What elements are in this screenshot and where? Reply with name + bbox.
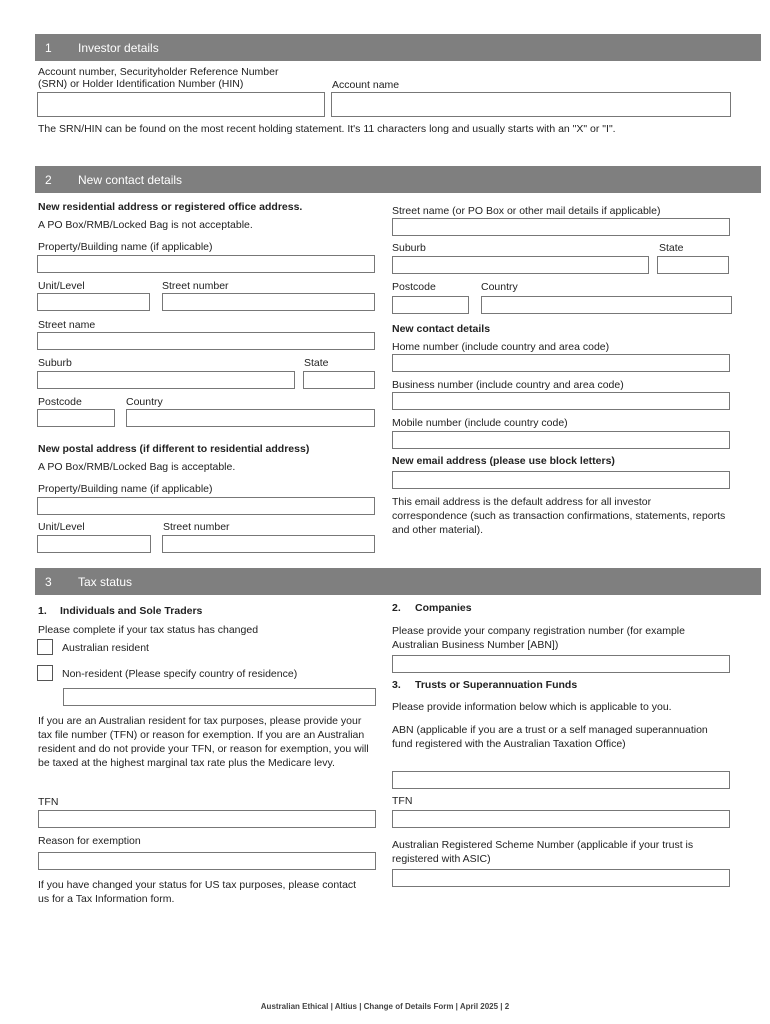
section-3-header bbox=[35, 568, 761, 595]
tfn-paragraph: If you are an Australian resident for tax purposes, please provide your tax file number (TFN) or reason for exemption. If you are an Australian resident and do not provide your TFN, or reason for exemption, you will be taxed at the highest marginal tax rate plus the Medicare levy. bbox=[38, 715, 369, 769]
reason-label: Reason for exemption bbox=[38, 835, 141, 847]
postal-state-label: State bbox=[659, 242, 684, 254]
postal-country-label: Country bbox=[481, 281, 518, 293]
nonresident-label: Non-resident (Please specify country of residence) bbox=[62, 668, 298, 680]
postcode-label: Postcode bbox=[38, 396, 82, 408]
individuals-title: Individuals and Sole Traders bbox=[60, 605, 203, 617]
postal-country-input[interactable] bbox=[481, 296, 732, 314]
trusts-title: Trusts or Superannuation Funds bbox=[415, 679, 578, 691]
section-title: Tax status bbox=[78, 575, 133, 589]
res-unit-input[interactable] bbox=[37, 293, 150, 311]
companies-title: Companies bbox=[415, 602, 472, 614]
trusts-number: 3. bbox=[392, 679, 401, 691]
res-street-name-input[interactable] bbox=[37, 332, 375, 350]
section-number: 3 bbox=[45, 575, 52, 589]
unit-label: Unit/Level bbox=[38, 280, 85, 292]
postal-street-number-input[interactable] bbox=[162, 535, 375, 553]
individuals-note: Please complete if your tax status has changed bbox=[38, 624, 259, 636]
street-number-label: Street number bbox=[162, 280, 229, 292]
postal-property-label: Property/Building name (if applicable) bbox=[38, 483, 213, 495]
tfn-input[interactable] bbox=[38, 810, 376, 828]
companies-number: 2. bbox=[392, 602, 401, 614]
business-number-input[interactable] bbox=[392, 392, 730, 410]
postal-heading: New postal address (if different to residential address) bbox=[38, 443, 310, 455]
postal-note: A PO Box/RMB/Locked Bag is acceptable. bbox=[38, 461, 236, 473]
postal-postcode-label: Postcode bbox=[392, 281, 436, 293]
postal-suburb-input[interactable] bbox=[392, 256, 649, 274]
home-number-input[interactable] bbox=[392, 354, 730, 372]
section-title: Investor details bbox=[78, 41, 159, 55]
trusts-note: Please provide information below which is applicable to you. bbox=[392, 701, 672, 713]
residential-note: A PO Box/RMB/Locked Bag is not acceptable. bbox=[38, 219, 253, 231]
postal-unit-label: Unit/Level bbox=[38, 521, 85, 533]
mobile-number-label: Mobile number (include country code) bbox=[392, 417, 568, 429]
property-label: Property/Building name (if applicable) bbox=[38, 241, 213, 253]
contact-heading: New contact details bbox=[392, 323, 491, 335]
street-name-label: Street name bbox=[38, 319, 96, 331]
state-label: State bbox=[304, 357, 329, 369]
postal-unit-input[interactable] bbox=[37, 535, 151, 553]
section-1-header bbox=[35, 34, 761, 61]
account-number-label-2: (SRN) or Holder Identification Number (HIN) bbox=[38, 78, 244, 90]
res-suburb-input[interactable] bbox=[37, 371, 295, 389]
section-2-header bbox=[35, 166, 761, 193]
reason-input[interactable] bbox=[38, 852, 376, 870]
section-title: New contact details bbox=[78, 173, 183, 187]
res-country-input[interactable] bbox=[126, 409, 375, 427]
residential-heading: New residential address or registered office address. bbox=[38, 201, 303, 213]
email-input[interactable] bbox=[392, 471, 730, 489]
mobile-number-input[interactable] bbox=[392, 431, 730, 449]
email-heading: New email address (please use block letters) bbox=[392, 455, 615, 467]
abn-note: ABN (applicable if you are a trust or a self managed superannuation fund registered with the Australian Taxation Office) bbox=[392, 724, 708, 750]
us-tax-paragraph: If you have changed your status for US tax purposes, please contact us for a Tax Information form. bbox=[38, 879, 357, 905]
account-number-label: Account number, Securityholder Reference Number bbox=[38, 66, 279, 78]
trust-tfn-label: TFN bbox=[392, 795, 413, 807]
individuals-number: 1. bbox=[38, 605, 47, 617]
resident-checkbox[interactable] bbox=[37, 639, 53, 655]
account-name-label: Account name bbox=[332, 79, 400, 91]
postal-street-name-label: Street name (or PO Box or other mail details if applicable) bbox=[392, 205, 661, 217]
companies-note: Please provide your company registration number (for example Australian Business Number [ABN]) bbox=[392, 625, 685, 651]
res-postcode-input[interactable] bbox=[37, 409, 115, 427]
business-number-label: Business number (include country and area code) bbox=[392, 379, 624, 391]
account-number-input[interactable] bbox=[37, 92, 325, 117]
arsn-label: Australian Registered Scheme Number (applicable if your trust is registered with ASIC) bbox=[392, 839, 694, 865]
postal-suburb-label: Suburb bbox=[392, 242, 426, 254]
section-number: 1 bbox=[45, 41, 52, 55]
nonresident-checkbox[interactable] bbox=[37, 665, 53, 681]
postal-street-name-input[interactable] bbox=[392, 218, 730, 236]
tfn-label: TFN bbox=[38, 796, 59, 808]
home-number-label: Home number (include country and area code) bbox=[392, 341, 610, 353]
country-of-residence-input[interactable] bbox=[63, 688, 376, 706]
resident-label: Australian resident bbox=[62, 642, 149, 654]
section-number: 2 bbox=[45, 173, 52, 187]
postal-state-input[interactable] bbox=[657, 256, 729, 274]
trust-tfn-input[interactable] bbox=[392, 810, 730, 828]
postal-street-number-label: Street number bbox=[163, 521, 230, 533]
srn-note: The SRN/HIN can be found on the most recent holding statement. It's 11 characters long and usually starts with an "X" or "I". bbox=[38, 123, 616, 135]
res-state-input[interactable] bbox=[303, 371, 375, 389]
res-property-input[interactable] bbox=[37, 255, 375, 273]
abn-input[interactable] bbox=[392, 771, 730, 789]
company-registration-input[interactable] bbox=[392, 655, 730, 673]
postal-postcode-input[interactable] bbox=[392, 296, 469, 314]
postal-property-input[interactable] bbox=[37, 497, 375, 515]
suburb-label: Suburb bbox=[38, 357, 72, 369]
account-name-input[interactable] bbox=[331, 92, 731, 117]
res-street-number-input[interactable] bbox=[162, 293, 375, 311]
email-note: This email address is the default address for all investor correspondence (such as transaction confirmations, statements, reports and other material). bbox=[392, 496, 726, 536]
arsn-input[interactable] bbox=[392, 869, 730, 887]
page-footer: Australian Ethical | Altius | Change of Details Form | April 2025 | 2 bbox=[260, 1002, 510, 1011]
country-label: Country bbox=[126, 396, 163, 408]
